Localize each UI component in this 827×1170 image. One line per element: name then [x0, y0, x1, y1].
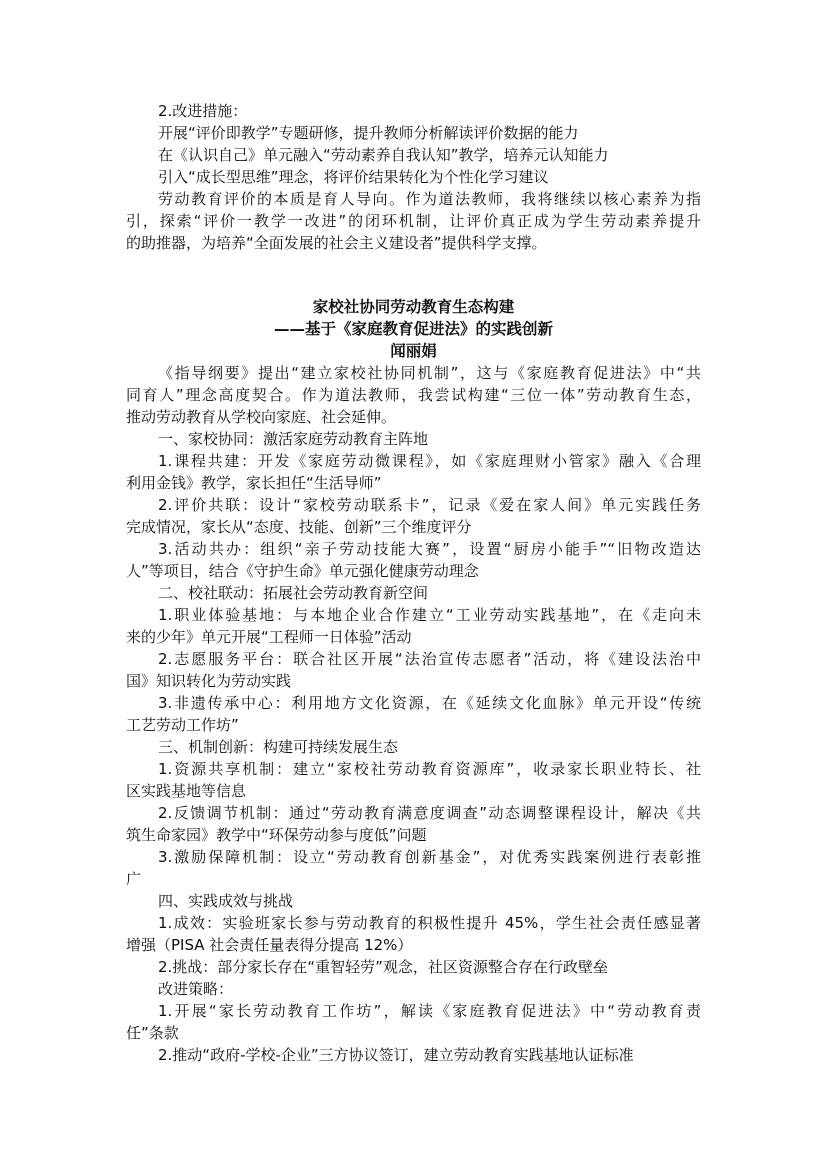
paragraph-line: 人”等项目，结合《守护生命》单元强化健康劳动理念 [126, 562, 479, 580]
paragraph-line: 引，探索“评价一教学一改进”的闭环机制，让评价真正成为学生劳动素养提升 [126, 212, 701, 230]
article-author: 闻丽娟 [390, 342, 437, 360]
paragraph-line: 任”条款 [126, 1024, 179, 1042]
paragraph-line: 2.评价共联：设计“家校劳动联系卡”，记录《爱在家人间》单元实践任务 [158, 496, 701, 514]
paragraph-line: 增强（PISA 社会责任量表得分提高 12%） [126, 936, 413, 954]
paragraph-line: 1.课程共建：开发《家庭劳动微课程》，如《家庭理财小管家》融入《合理 [158, 452, 701, 470]
section-title: 一、家校协同：激活家庭劳动教育主阵地 [158, 430, 429, 448]
article-subtitle: ——基于《家庭教育促进法》的实践创新 [273, 320, 553, 338]
paragraph-line: 筑生命家园》教学中“环保劳动参与度低”问题 [126, 826, 427, 844]
paragraph-line: 3.活动共办：组织“亲子劳动技能大赛”，设置“厨房小能手”“旧物改造达 [158, 540, 701, 558]
section-title: 三、机制创新：构建可持续发展生态 [158, 738, 399, 756]
paragraph-line: 区实践基地等信息 [126, 782, 247, 800]
measure-item: 引入“成长型思维”理念，将评价结果转化为个性化学习建议 [158, 168, 549, 186]
measure-item: 在《认识自己》单元融入“劳动素养自我认知”教学，培养元认知能力 [158, 146, 609, 164]
paragraph-line: 2.反馈调节机制：通过“劳动教育满意度调查”动态调整课程设计，解决《共 [158, 804, 701, 822]
paragraph-line: 劳动教育评价的本质是育人导向。作为道法教师，我将继续以核心素养为指 [158, 190, 701, 208]
section-title: 二、校社联动：拓展社会劳动教育新空间 [158, 584, 429, 602]
paragraph-line: 推动劳动教育从学校向家庭、社会延伸。 [126, 408, 397, 426]
paragraph-line: 的助推器，为培养“全面发展的社会主义建设者”提供科学支撑。 [126, 234, 547, 252]
paragraph-line: 广 [126, 870, 142, 888]
section-title: 四、实践成效与挑战 [158, 892, 294, 910]
paragraph-line: 3.非遗传承中心：利用地方文化资源，在《延续文化血脉》单元开设“传统 [158, 694, 701, 712]
paragraph-line: 1.资源共享机制：建立“家校社劳动教育资源库”，收录家长职业特长、社 [158, 760, 701, 778]
paragraph-line: 2.挑战：部分家长存在“重智轻劳”观念，社区资源整合存在行政壁垒 [158, 958, 608, 976]
paragraph-line: 2.推动“政府-学校-企业”三方协议签订，建立劳动教育实践基地认证标准 [158, 1046, 634, 1064]
paragraph-line: 2.志愿服务平台：联合社区开展“法治宣传志愿者”活动，将《建设法治中 [158, 650, 701, 668]
paragraph-line: 1.成效：实验班家长参与劳动教育的积极性提升 45%，学生社会责任感显著 [158, 914, 701, 932]
paragraph-line: 3.激励保障机制：设立“劳动教育创新基金”，对优秀实践案例进行表彰推 [158, 848, 701, 866]
paragraph-line: 改进策略： [158, 980, 234, 998]
measure-item: 开展“评价即教学”专题研修，提升教师分析解读评价数据的能力 [158, 124, 579, 142]
section-heading: 2.改进措施： [158, 102, 248, 120]
paragraph-line: 同育人”理念高度契合。作为道法教师，我尝试构建“三位一体”劳动教育生态， [126, 386, 701, 404]
paragraph-line: 利用金钱》教学，家长担任“生活导师” [126, 474, 382, 492]
paragraph-line: 来的少年》单元开展“工程师一日体验”活动 [126, 628, 412, 646]
paragraph-line: 1.开展“家长劳动教育工作坊”，解读《家庭教育促进法》中“劳动教育责 [158, 1002, 701, 1020]
article-title: 家校社协同劳动教育生态构建 [312, 298, 515, 316]
paragraph-line: 工艺劳动工作坊” [126, 716, 239, 734]
paragraph-line: 完成情况，家长从“态度、技能、创新”三个维度评分 [126, 518, 472, 536]
paragraph-line: 《指导纲要》提出“建立家校社协同机制”，这与《家庭教育促进法》中“共 [158, 364, 701, 382]
paragraph-line: 国》知识转化为劳动实践 [126, 672, 292, 690]
paragraph-line: 1.职业体验基地：与本地企业合作建立“工业劳动实践基地”，在《走向未 [158, 606, 701, 624]
